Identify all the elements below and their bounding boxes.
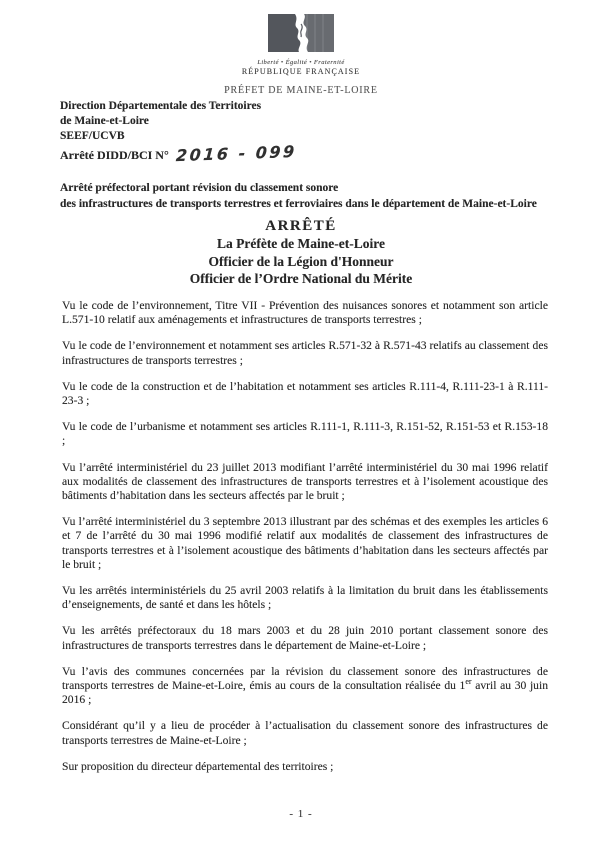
paragraph-vu-2: Vu le code de l’environnement et notamment ses articles R.571-32 à R.571-43 relatifs au classement des infrastructures de transports terrestres ; [62,339,548,367]
republic-name: RÉPUBLIQUE FRANÇAISE [241,67,361,76]
paragraph-vu-5: Vu l’arrêté interministériel du 23 juillet 2013 modifiant l’arrêté interministériel du 30 mai 1996 relatif aux modalités de classement des infrastructures de transports terrestres et à l’isolement acoustique des bâtiments d’habitation dans les secteurs affectés par le bruit ; [62,460,548,503]
reference-line [60,141,298,166]
reference-number-handwritten: 2016 - 099 [175,141,298,166]
sender-line-service: SEEF/UCVB [60,130,125,143]
decree-honor-2: Officier de l’Ordre National du Mérite [189,271,413,286]
republic-motto: Liberté • Égalité • Fraternité [257,59,345,66]
subject-block [60,180,562,212]
paragraph-vu-4: Vu le code de l’urbanisme et notamment ses articles R.111-1, R.111-3, R.151-52, R.151-53 et R.153-18 ; [62,420,548,448]
letterhead [0,14,602,96]
decree-author: La Préfète de Maine-et-Loire [216,236,386,251]
paragraph-vu-9-ordinal: er [465,677,472,687]
reference-label: Arrêté DIDD/BCI N° [60,148,169,162]
paragraph-vu-3: Vu le code de la construction et de l’habitation et notamment ses articles R.111-4, R.111-23-1 à R.111-23-3 ; [62,379,548,408]
paragraph-vu-9-post: avril au 30 juin 2016 ; [62,679,548,707]
paragraph-sur-proposition: Sur proposition du directeur départemental des territoires ; [62,759,334,773]
subject-line-1: Arrêté préfectoral portant révision du classement sonore [60,182,339,194]
marianne-logo-icon [268,14,334,52]
sender-line-departement: de Maine-et-Loire [60,115,149,128]
paragraph-vu-1: Vu le code de l’environnement, Titre VII - Prévention des nuisances sonores et notamment son article L.571-10 relatif aux aménagements et infrastructures de transports terrestres ; [62,299,548,327]
paragraph-vu-7: Vu les arrêtés interministériels du 25 avril 2003 relatifs à la limitation du bruit dans les établissements d’enseignements, de santé et dans les hôtels ; [62,584,548,612]
paragraph-vu-9-pre: Vu l’avis des communes concernées par la révision du classement sonore des infrastructures de transports terrestres de Maine-et-Loire, émis au cours de la consultation réalisée du 1 [62,664,548,693]
page-number: - 1 - [289,808,313,820]
sender-block [60,99,261,145]
prefet-title: PRÉFET DE MAINE-ET-LOIRE [224,85,378,96]
paragraph-vu-6: Vu l’arrêté interministériel du 3 septembre 2013 illustrant par des schémas et des exemples les articles 6 et 7 de l’arrêté du 30 mai 1996 modifié relatif aux modalités de classement des infrastructures de transports terrestres et à l’isolement acoustique des bâtiments d’habitation dans les secteurs affectés par le bruit ; [62,515,548,571]
decree-title: ARRÊTÉ [265,218,337,234]
paragraph-considerant: Considérant qu’il y a lieu de procéder à l’actualisation du classement sonore des infrastructures de transports terrestres de Maine-et-Loire ; [62,719,548,747]
subject-line-2: des infrastructures de transports terrestres et ferroviaires dans le département de Maine-et-Loire [60,198,537,211]
decree-body [62,299,548,774]
sender-line-direction: Direction Départementale des Territoires [60,100,262,112]
paragraph-vu-9 [62,665,548,708]
decree-title-block [0,217,602,288]
paragraph-vu-8: Vu les arrêtés préfectoraux du 18 mars 2003 et du 28 juin 2010 portant classement sonore des infrastructures de transports terrestres dans le département de Maine-et-Loire ; [62,624,548,652]
decree-honor-1: Officier de la Légion d'Honneur [208,253,394,269]
